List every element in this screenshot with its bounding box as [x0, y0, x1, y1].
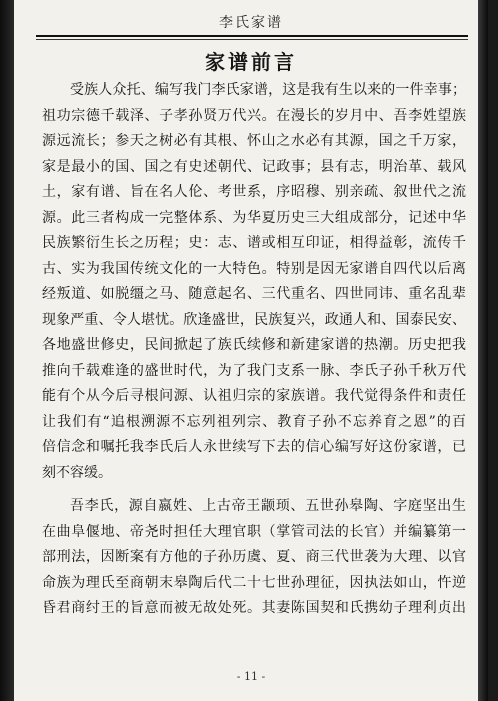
text-line: 土，家有谱、旨在名人伦、考世系，序昭穆、别亲疏、叙世代之流 [42, 184, 466, 200]
text-line: 源远流长；参天之树必有其根、怀山之水必有其源，国之千万家， [42, 133, 466, 149]
page-edge-shadow [478, 0, 488, 701]
paragraph-1 [42, 78, 466, 486]
text-line: 倍信念和嘱托我李氏后人永世续写下去的信心编写好这份家谱，已 [42, 439, 466, 455]
text-line: 能有个从今后寻根问源、认祖归宗的家族谱。我代觉得条件和责任 [42, 388, 466, 404]
text-line: 经叛道、如脱缰之马、随意起名、三代重名、四世同讳、重名乱辈 [42, 286, 466, 302]
paragraph-gap [42, 486, 466, 494]
text-line: 受族人众托、编写我门李氏家谱，这是我有生以来的一件幸事； [70, 82, 466, 98]
document-page [14, 0, 488, 701]
body-text [42, 78, 466, 622]
header-rule-thin [36, 39, 468, 40]
text-line: 在曲阜偃地、帝尧时担任大理官职（掌管司法的长官）并编纂第一 [42, 523, 466, 540]
text-line: 源。此三者构成一完整体系、为华夏历史三大组成部分，记述中华 [42, 209, 466, 226]
text-line: 现象严重、令人堪忧。欣逢盛世，民族复兴，政通人和、国泰民安、 [42, 311, 466, 328]
running-header: 李氏家谱 [219, 15, 283, 31]
paragraph-2 [42, 494, 466, 622]
text-line: 推向千载难逢的盛世时代，为了我门支系一脉、李氏子孙千秋万代 [42, 362, 466, 379]
text-line: 古、实为我国传统文化的一大特色。特别是因无家谱自四代以后离 [42, 260, 466, 277]
text-line: 民族繁衍生长之历程；史：志、谱或相互印证，相得益彰，流传千 [42, 235, 466, 251]
page-number: - 11 - [236, 670, 266, 683]
text-line: 让我们有“追根溯源不忘列祖列宗、教育子孙不忘养育之恩”的百 [42, 413, 466, 430]
text-line: 刻不容缓。 [42, 464, 112, 481]
text-line: 昏君商纣王的旨意而被无故处死。其妻陈国契和氏携幼子理利贞出 [42, 600, 466, 616]
text-line: 家是最小的国、国之有史述朝代、记政事；县有志，明治革、载风 [42, 158, 466, 175]
text-line: 部刑法，因断案有方他的子孙历虞、夏、商三代世袭为大理、以官 [42, 549, 466, 565]
text-line: 命族为理氏至商朝末皋陶后代二十七世孙理征，因执法如山，忤逆 [42, 574, 466, 591]
page-title: 家谱前言 [205, 50, 297, 74]
header-rule [36, 35, 468, 37]
text-line: 各地盛世修史，民间掀起了族氏续修和新建家谱的热潮。历史把我 [42, 337, 466, 353]
book-spine-shadow [0, 0, 14, 701]
text-line: 祖功宗德千载泽、子孝孙贤万代兴。在漫长的岁月中、吾李姓望族 [42, 107, 466, 124]
text-line: 吾李氏，源自嬴姓、上古帝王颛顼、五世孙皋陶、字庭坚出生 [70, 498, 466, 514]
